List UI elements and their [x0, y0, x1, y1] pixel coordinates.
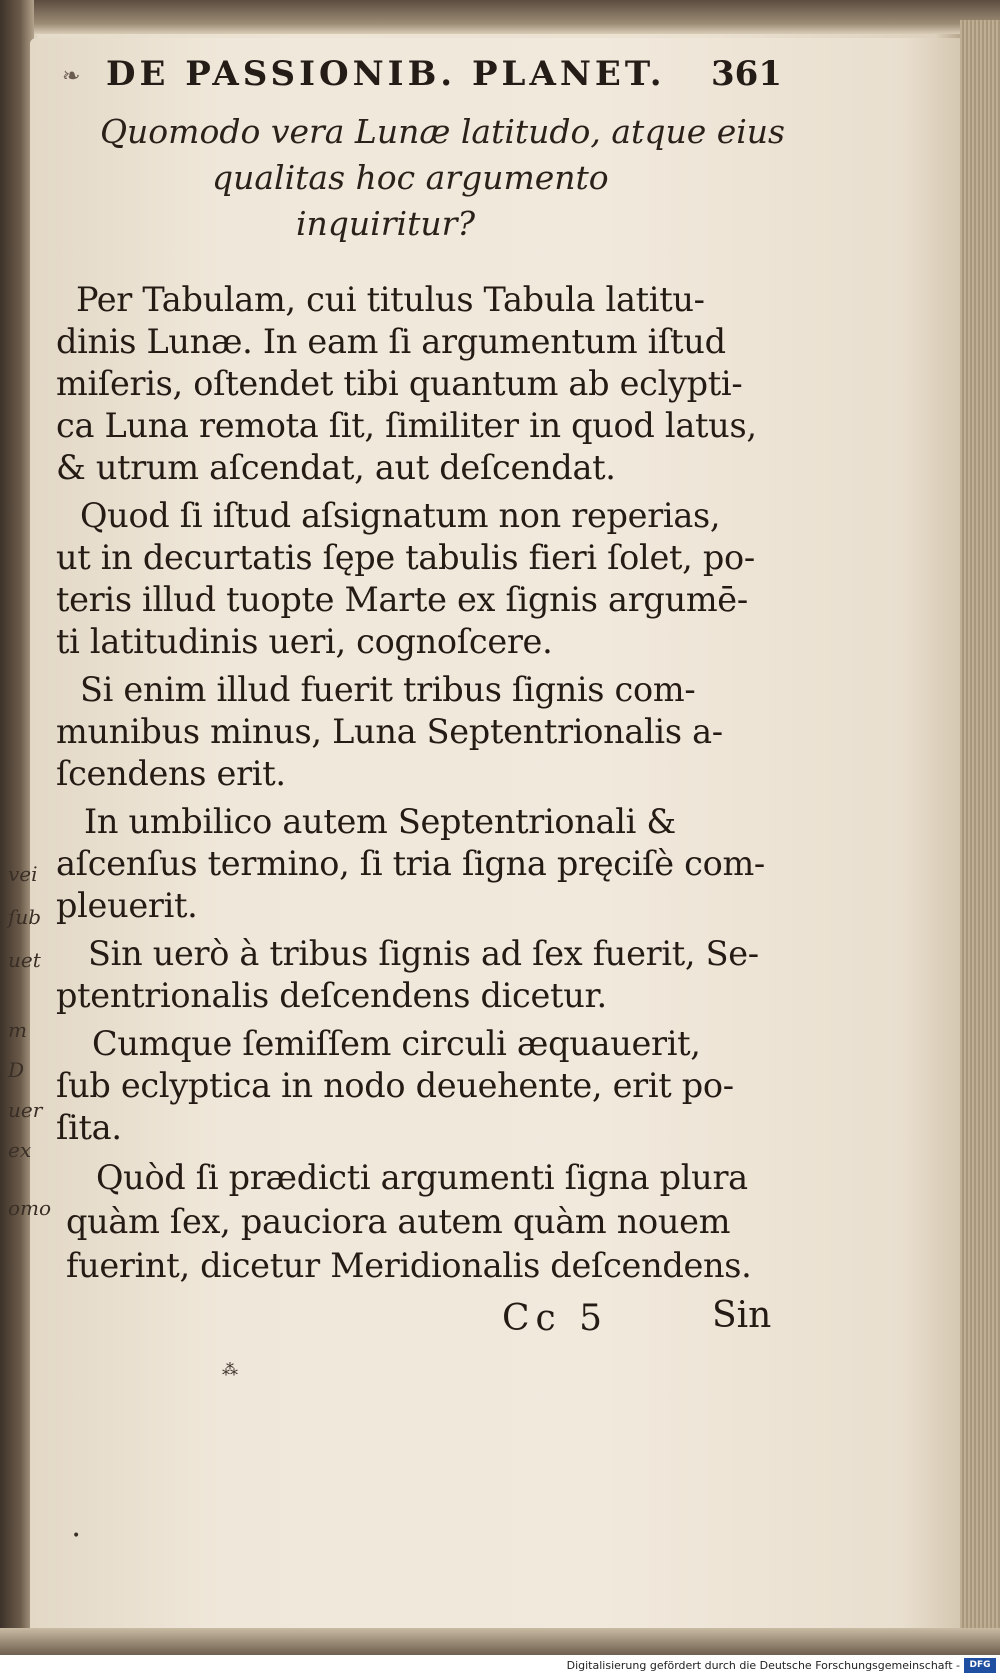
body-line: teris illud tuopte Marte ex ſignis argumē-: [56, 580, 748, 619]
catchword: Sin: [712, 1295, 772, 1336]
body-line: Quod ſi iſtud aſsignatum non reperias,: [80, 496, 721, 535]
body-line: In umbilico autem Septentrionali &: [84, 802, 676, 841]
margin-fragment: m: [8, 1018, 27, 1042]
body-line: munibus minus, Luna Septentrionalis a-: [56, 712, 723, 751]
book-bottom-edge: [0, 1628, 1000, 1655]
ink-dot: •: [72, 1528, 81, 1544]
page-number: 361: [711, 54, 782, 94]
margin-fragment: omo: [8, 1196, 52, 1220]
margin-fragment: vei: [8, 862, 38, 886]
body-line: & utrum aſcendat, aut deſcendat.: [56, 448, 616, 487]
body-line: Si enim illud fuerit tribus ſignis com-: [80, 670, 696, 709]
body-line: ti latitudinis ueri, cognoſcere.: [56, 622, 553, 661]
body-line: fuerint, dicetur Meridionalis deſcendens.: [66, 1246, 752, 1285]
book-fore-edge: [960, 20, 1000, 1640]
body-line: ca Luna remota ſit, ſimiliter in quod latus,: [56, 406, 757, 445]
body-line: pleuerit.: [56, 886, 198, 925]
body-line: Cumque ſemiſſem circuli æquauerit,: [92, 1024, 701, 1063]
header-ornament: ❧: [62, 64, 81, 89]
question-line-2: qualitas hoc argumento: [212, 158, 609, 197]
digitization-footer: [0, 1655, 1000, 1678]
body-line: Per Tabulam, cui titulus Tabula latitu-: [76, 280, 705, 319]
book-gutter: [0, 0, 34, 1655]
book-top-edge: [0, 0, 1000, 34]
question-line-3: inquiritur?: [296, 204, 476, 243]
margin-fragment: uet: [8, 948, 41, 972]
body-line: miſeris, oſtendet tibi quantum ab eclypti-: [56, 364, 743, 403]
body-line: Quòd ſi prædicti argumenti ſigna plura: [96, 1158, 748, 1197]
body-line: ſita.: [56, 1108, 122, 1147]
margin-fragment: uer: [8, 1098, 43, 1122]
running-header: [62, 50, 782, 100]
margin-fragment: ex: [8, 1138, 32, 1162]
body-line: aſcenſus termino, ſi tria ſigna pręciſè com-: [56, 844, 765, 883]
body-line: dinis Lunæ. In eam ſi argumentum iſtud: [56, 322, 726, 361]
body-line: quàm ſex, pauciora autem quàm nouem: [66, 1202, 731, 1241]
margin-fragment: ſub: [8, 905, 42, 929]
ink-smudge: ⁂: [222, 1360, 238, 1379]
question-line-1: Quomodo vera Lunæ latitudo, atque eius: [100, 112, 785, 151]
body-line: ptentrionalis deſcendens dicetur.: [56, 976, 607, 1015]
margin-fragment: D: [8, 1058, 25, 1082]
body-line: ut in decurtatis ſępe tabulis fieri ſolet, po-: [56, 538, 755, 577]
body-line: ſcendens erit.: [56, 754, 286, 793]
body-line: Sin uerò à tribus ſignis ad ſex fuerit, Se-: [88, 934, 759, 973]
body-line: ſub eclyptica in nodo deuehente, erit po-: [56, 1066, 734, 1105]
footer-credit: Digitalisierung gefördert durch die Deutsche Forschungsgemeinschaft -: [566, 1659, 960, 1672]
dfg-logo-icon: DFG: [964, 1658, 996, 1673]
running-title: DE PASSIONIB. PLANET.: [106, 54, 666, 94]
signature-mark: Cc 5: [502, 1298, 609, 1339]
